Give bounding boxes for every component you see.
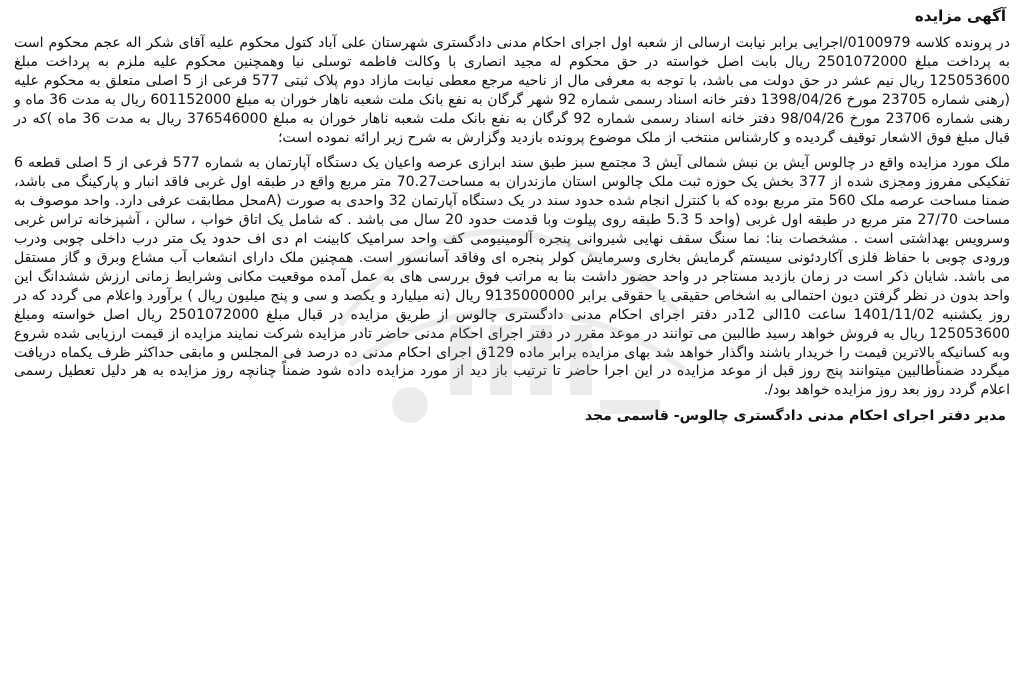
notice-title: آگهی مزایده: [914, 7, 1006, 25]
notice-paragraph-case: در پرونده کلاسه 0100979/اجرایی برابر نیابت ارسالی از شعبه اول اجرای احکام مدنی دادگستری شهرستان علی آباد کتول محکوم علیه آقای شکر اله عجم محکوم است به پرداخت مبلغ 2501072000 ریال بابت اصل خواسته در حق محکوم له مجید انصاری با وکالت فاطمه توسلی نیا وهمچنین محکوم علیه ملزم به پرداخت مبلغ 125053600 ریال نیم عشر در حق دولت می باشد، با توجه به معرفی مال از ناحیه مرجع معطی نیابت مازاد دوم پلاک ثبتی 577 فرعی از 5 اصلی متعلق به محکوم علیه (رهنی شماره 23705 مورخ 1398/04/26 دفتر خانه اسناد رسمی شماره 92 شهر گرگان به نفع بانک ملت شعبه ناهار خوران به مبلغ 601152000 ریال به مدت 36 ماه و رهنی شماره 23706 مورخ 98/04/26 دفتر خانه اسناد رسمی شماره 92 گرگان به نفع بانک ملت شعبه ناهار خوران به مبلغ 376546000 ریال به مدت 36 ماه )که در قبال مبلغ فوق الاشعار توقیف گردیده و کارشناس منتخب از ملک موضوع پرونده بازدید وگزارش به شرح زیر ارائه نموده است؛: [14, 35, 1010, 146]
notice-paragraph-property: ملک مورد مزایده واقع در چالوس آیش بن نبش شمالی آیش 3 مجتمع سبز طبق سند ابرازی عرصه واعیان یک دستگاه آپارتمان به شماره 577 فرعی از 5 اصلی قطعه 6 تفکیکی مفروز ومجزی شده از 377 بخش یک حوزه ثبت ملک چالوس استان مازندران به مساحت70.27 متر مربع واقع در طبقه اول غربی فاقد انبار و پارکینگ می باشد، ضمنا مساحت عرصه ملک 560 متر مربع بوده که با کنترل انجام شده حدود سند در یک دستگاه آپارتمان 32 واحدی به صورت (Aمحل مطابقت عرفی دارد. واحد موصوف به مساحت 27/70 متر مربع در طبقه اول غربی (واحد 5 5.3 طبقه روی پیلوت وبا قدمت حدود 20 سال می باشد . که شامل یک اتاق خواب ، سالن ، آشپزخانه تراس غربی وسرویس بهداشتی است . مشخصات بنا: نما سنگ سقف نهایی شیروانی پنجره آلومینیومی کف واحد سرامیک کابینت ام دی اف حدود یک متر درب داخلی چوبی ودرب ورودی چوبی با حفاظ فلزی آکاردئونی سیستم گرمایش بخاری وسرمایش کولر پنجره ای وفاقد آسانسور است. همچنین ملک دارای انشعاب آب مشاع وبرق و گاز مستقل می باشد. شایان ذکر است در زمان بازدید مستاجر در واحد حضور داشت بنا به مراتب فوق بررسی های به عمل آمده موقعیت مکانی وشرایط زمانی ارزش ششدانگ این واحد بدون در نظر گرفتن دیون احتمالی به اشخاص حقیقی یا حقوقی برابر 9135000000 ریال (نه میلیارد و یکصد و سی و پنج میلیون ریال ) برآورد واعلام می گردد که در روز یکشنبه 1401/11/02 ساعت 10الی 12در دفتر اجرای احکام مدنی دادگستری چالوس از طریق مزایده در قبال مبلغ 2501072000 ریال اصل خواسته ومبلغ 125053600 ریال به فروش خواهد رسید طالبین می توانند در موعد مقرر در دفتر اجرای احکام مدنی حاضر تادر مزایده شرکت نمایند مزایده از قیمت ارزیابی شده شروع وبه کسانیکه بالاترین قیمت را خریدار باشند واگذار خواهد شد بهای مزایده برابر ماده 129ق اجرای احکام مدنی ده درصد فی المجلس و مابقی حداکثر ظرف یکماه دریافت میگردد ضمناًطالبین میتوانند پنج روز قبل از موعد مزایده در این اجرا حاضر تا ترتیب باز دید از مورد مزایده داده شود ضمناً چنانچه روز مزایده به هر دلیل تعطیل رسمی اعلام گردد روز بعد روز مزایده خواهد بود/.: [14, 155, 1011, 399]
notice-signature: مدیر دفتر اجرای احکام مدنی دادگستری چالوس- قاسمی مجد: [584, 408, 1006, 425]
